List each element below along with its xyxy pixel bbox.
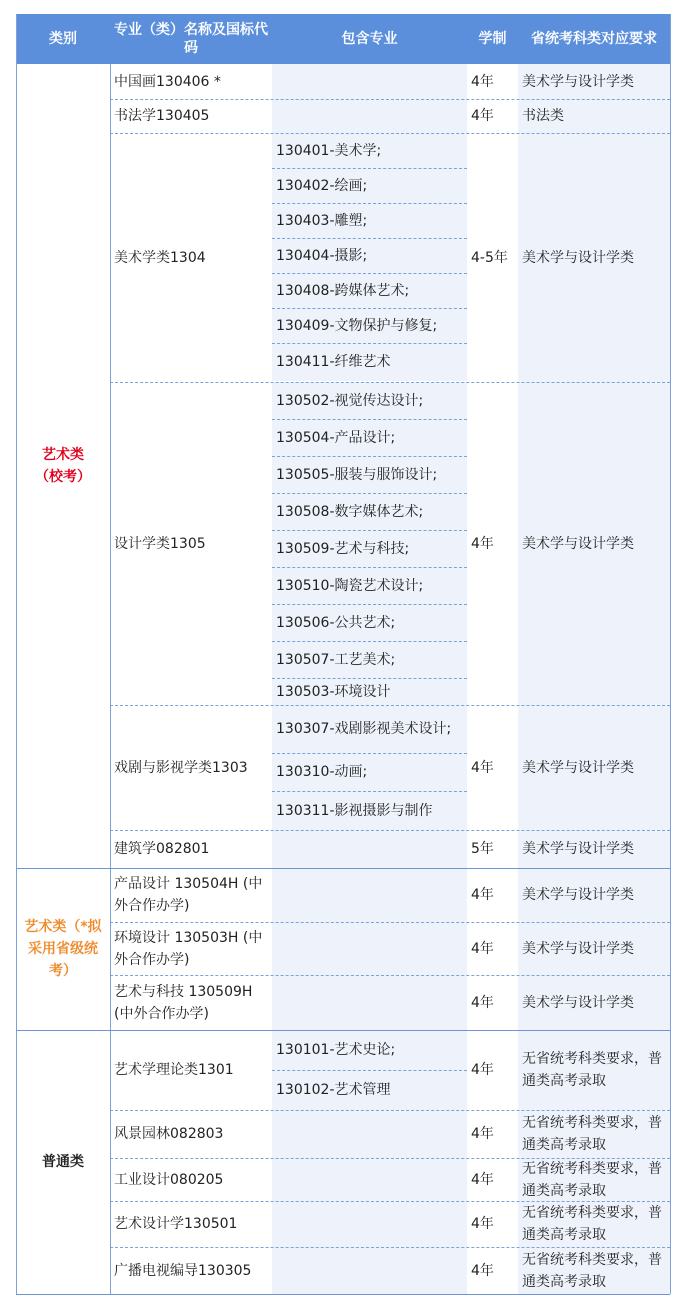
major-name: 产品设计 130504H (中外合作办学) [110, 868, 272, 922]
major-name: 工业设计080205 [110, 1158, 272, 1201]
requirement: 无省统考科类要求，普通类高考录取 [518, 1158, 670, 1201]
sub-major-empty [272, 830, 467, 868]
sub-major: 130508-数字媒体艺术; [272, 493, 467, 530]
sub-major: 130506-公共艺术; [272, 604, 467, 641]
sub-major-empty [272, 1201, 467, 1247]
requirement: 美术学与设计学类 [518, 868, 670, 922]
duration: 4年 [467, 975, 518, 1030]
duration: 5年 [467, 830, 518, 868]
sub-major: 130509-艺术与科技; [272, 530, 467, 567]
major-name: 书法学130405 [110, 99, 272, 133]
sub-major: 130403-雕塑; [272, 203, 467, 238]
major-name: 建筑学082801 [110, 830, 272, 868]
category-art-provincial: 艺术类（*拟采用省级统考） [16, 868, 110, 1030]
major-name: 风景园林082803 [110, 1110, 272, 1158]
major-name: 中国画130406 * [110, 64, 272, 99]
sub-major-empty [272, 975, 467, 1030]
sub-major-empty [272, 64, 467, 99]
sub-major: 130402-绘画; [272, 168, 467, 203]
duration: 4年 [467, 922, 518, 975]
header-requirement: 省统考科类对应要求 [518, 14, 670, 64]
sub-major-empty [272, 1158, 467, 1201]
sub-major: 130411-纤维艺术 [272, 343, 467, 381]
header-includes: 包含专业 [272, 14, 467, 64]
header-duration: 学制 [467, 14, 518, 64]
duration: 4年 [467, 1158, 518, 1201]
sub-major: 130401-美术学; [272, 133, 467, 168]
sub-major-empty [272, 1110, 467, 1158]
sub-major-empty [272, 868, 467, 922]
duration: 4-5年 [467, 133, 518, 382]
major-name: 戏剧与影视学类1303 [110, 705, 272, 830]
requirement: 美术学与设计学类 [518, 705, 670, 830]
duration: 4年 [467, 705, 518, 830]
sub-major: 130311-影视摄影与制作 [272, 791, 467, 830]
major-name: 广播电视编导130305 [110, 1247, 272, 1294]
sub-major-empty [272, 1247, 467, 1294]
sub-major: 130510-陶瓷艺术设计; [272, 567, 467, 604]
major-name: 环境设计 130503H (中外合作办学) [110, 922, 272, 975]
requirement: 美术学与设计学类 [518, 975, 670, 1030]
sub-major: 130408-跨媒体艺术; [272, 273, 467, 308]
requirement: 美术学与设计学类 [518, 382, 670, 705]
sub-major: 130307-戏剧影视美术设计; [272, 705, 467, 753]
sub-major: 130502-视觉传达设计; [272, 382, 467, 419]
category-art-school: 艺术类（校考） [16, 64, 110, 868]
sub-major: 130101-艺术史论; [272, 1030, 467, 1070]
major-name: 艺术与科技 130509H (中外合作办学) [110, 975, 272, 1030]
requirement: 美术学与设计学类 [518, 133, 670, 382]
major-name: 艺术学理论类1301 [110, 1030, 272, 1110]
sub-major: 130504-产品设计; [272, 419, 467, 456]
sub-major: 130102-艺术管理 [272, 1070, 467, 1110]
sub-major: 130310-动画; [272, 753, 467, 791]
duration: 4年 [467, 1201, 518, 1247]
category-general: 普通类 [16, 1030, 110, 1294]
requirement: 无省统考科类要求，普通类高考录取 [518, 1110, 670, 1158]
major-name: 美术学类1304 [110, 133, 272, 382]
header-major: 专业（类）名称及国标代码 [110, 14, 272, 64]
sub-major: 130503-环境设计 [272, 678, 467, 705]
duration: 4年 [467, 868, 518, 922]
duration: 4年 [467, 64, 518, 99]
major-name: 艺术设计学130501 [110, 1201, 272, 1247]
duration: 4年 [467, 1247, 518, 1294]
requirement: 书法类 [518, 99, 670, 133]
requirement: 无省统考科类要求，普通类高考录取 [518, 1247, 670, 1294]
duration: 4年 [467, 1030, 518, 1110]
duration: 4年 [467, 382, 518, 705]
requirement: 美术学与设计学类 [518, 830, 670, 868]
duration: 4年 [467, 1110, 518, 1158]
sub-major: 130507-工艺美术; [272, 641, 467, 678]
sub-major-empty [272, 99, 467, 133]
requirement: 无省统考科类要求，普通类高考录取 [518, 1030, 670, 1110]
duration: 4年 [467, 99, 518, 133]
sub-major: 130404-摄影; [272, 238, 467, 273]
sub-major: 130505-服装与服饰设计; [272, 456, 467, 493]
requirement: 无省统考科类要求，普通类高考录取 [518, 1201, 670, 1247]
sub-major: 130409-文物保护与修复; [272, 308, 467, 343]
sub-major-empty [272, 922, 467, 975]
requirement: 美术学与设计学类 [518, 922, 670, 975]
requirement: 美术学与设计学类 [518, 64, 670, 99]
header-category: 类别 [16, 14, 110, 64]
major-name: 设计学类1305 [110, 382, 272, 705]
